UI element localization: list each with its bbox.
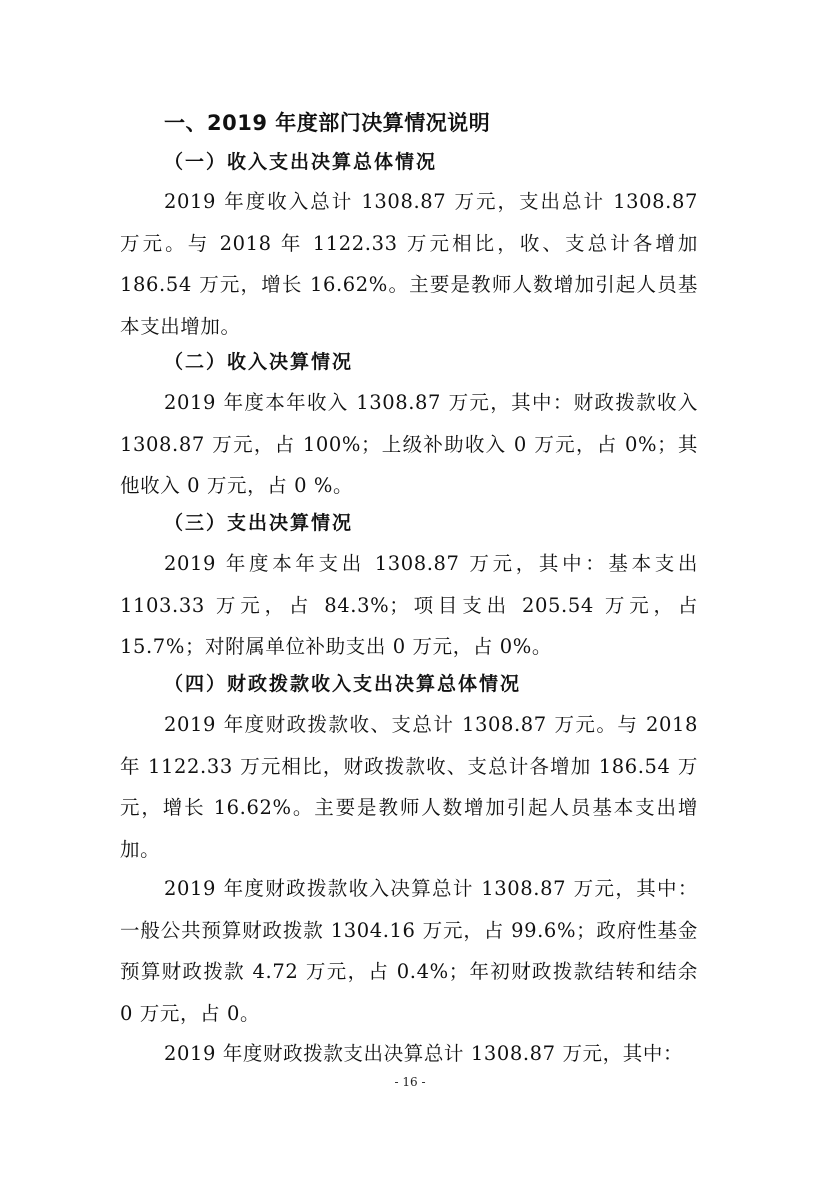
paragraph-income-expense-overview: 2019 年度收入总计 1308.87 万元，支出总计 1308.87 万元。与 2018 年 1122.33 万元相比，收、支总计各增加 186.54 万元，增长 16.62%。主要是教师人数增加引起人员基本支出增加。 — [120, 190, 698, 338]
paragraph-fiscal-appropriation-overview: 2019 年度财政拨款收、支总计 1308.87 万元。与 2018 年 1122.33 万元相比，财政拨款收、支总计各增加 186.54 万元，增长 16.62%。主要是教师人数增加引起人员基本支出增加。 — [120, 713, 698, 861]
paragraph-income: 2019 年度本年收入 1308.87 万元，其中：财政拨款收入 1308.87 万元，占 100%；上级补助收入 0 万元，占 0%；其他收入 0 万元，占 0 %。 — [120, 391, 698, 497]
page-number: - 16 - — [394, 1075, 426, 1089]
paragraph-fiscal-appropriation-income: 2019 年度财政拨款收入决算总计 1308.87 万元，其中：一般公共预算财政拨款 1304.16 万元，占 99.6%；政府性基金预算财政拨款 4.72 万元，占 0.4%；年初财政拨款结转和结余 0 万元，占 0。 — [120, 877, 698, 1025]
subsection-title-expenditure: （三）支出决算情况 — [164, 512, 354, 534]
subsection-title-fiscal-appropriation: （四）财政拨款收入支出决算总体情况 — [164, 673, 522, 695]
subsection-title-income: （二）收入决算情况 — [164, 351, 354, 373]
paragraph-fiscal-appropriation-expenditure: 2019 年度财政拨款支出决算总计 1308.87 万元，其中： — [164, 1042, 684, 1065]
section-heading: 一、2019 年度部门决算情况说明 — [164, 111, 491, 135]
paragraph-expenditure: 2019 年度本年支出 1308.87 万元，其中：基本支出 1103.33 万元，占 84.3%；项目支出 205.54 万元，占 15.7%；对附属单位补助支出 0 万元，占 0%。 — [120, 552, 698, 658]
subsection-title-income-expense-overview: （一）收入支出决算总体情况 — [164, 151, 438, 173]
